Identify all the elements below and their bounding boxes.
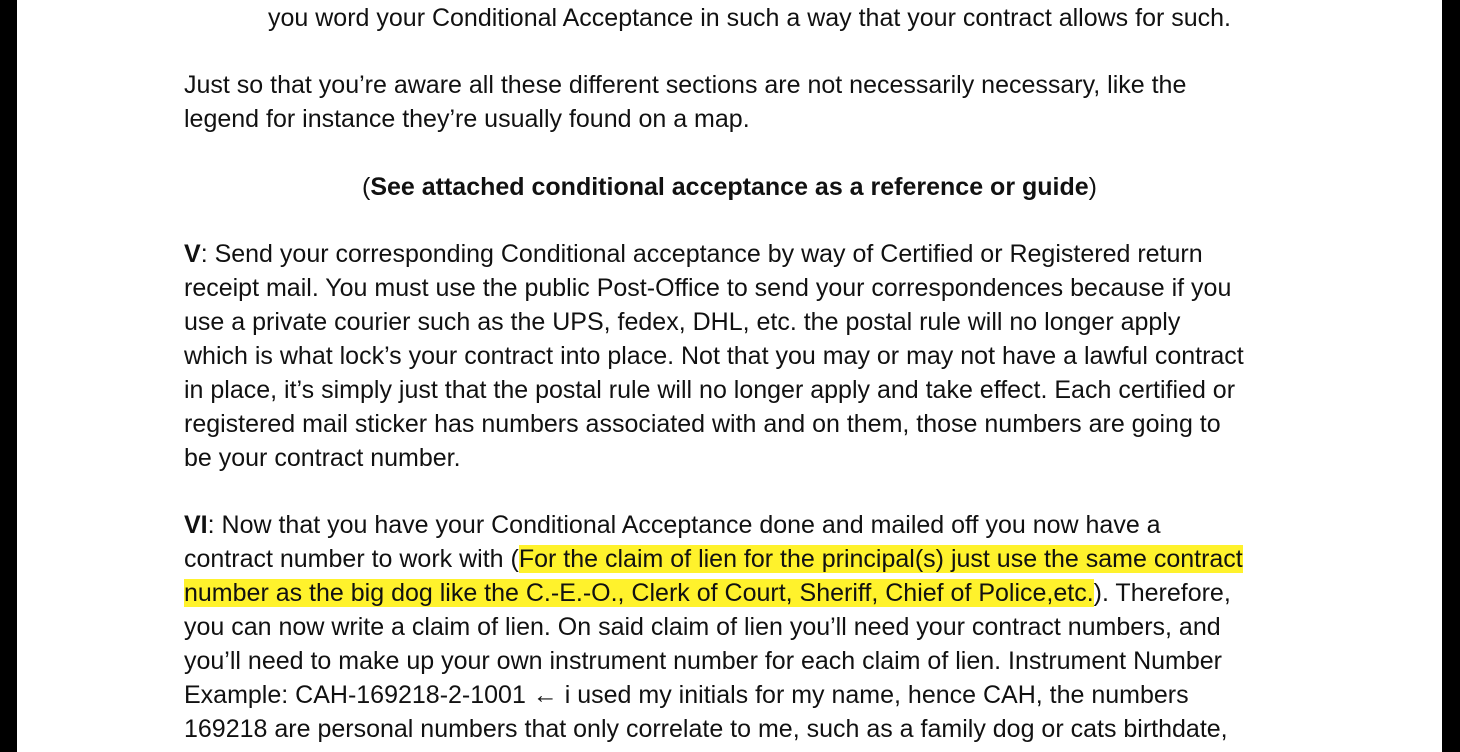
reference-note: [17, 170, 1442, 204]
section-vi-line-2-text: contract number to work with (: [184, 545, 519, 573]
paragraph-line: you can now write a claim of lien. On said claim of lien you’ll need your contract numbers, and: [184, 613, 1221, 641]
section-v-first-line-text: : Send your corresponding Conditional acceptance by way of Certified or Registered return: [200, 240, 1203, 268]
section-v: [184, 237, 1244, 475]
paragraph-line: Example: CAH-169218-2-1001 ← i used my initials for my name, hence CAH, the numbers: [184, 681, 1189, 709]
section-v-label: V: [184, 240, 201, 268]
paragraph-line: registered mail sticker has numbers associated with and on them, those numbers are going to: [184, 410, 1221, 438]
paragraph-line: 169218 are personal numbers that only correlate to me, such as a family dog or cats birthdate,: [184, 715, 1228, 743]
section-vi-line-2: [184, 542, 1243, 576]
section-vi-first-line: [184, 508, 1243, 542]
paragraph-line: receipt mail. You must use the public Post-Office to send your correspondences because if you: [184, 274, 1232, 302]
reference-note-close: ): [1088, 173, 1097, 201]
aware-paragraph: [184, 68, 1186, 136]
section-vi-line-3: [184, 576, 1243, 610]
paragraph-line: in place, it’s simply just that the postal rule will no longer apply and take effect. Each certified or: [184, 376, 1236, 404]
section-v-first-line: [184, 237, 1244, 271]
top-paragraph-line: you word your Conditional Acceptance in such a way that your contract allows for such.: [268, 4, 1232, 32]
document-page: [17, 0, 1442, 752]
paragraph-line: which is what lock’s your contract into place. Not that you may or may not have a lawful contract: [184, 342, 1244, 370]
section-vi-first-line-text: : Now that you have your Conditional Acceptance done and mailed off you now have a: [207, 511, 1161, 539]
section-vi-label: VI: [184, 511, 208, 539]
reference-note-open: (: [362, 173, 371, 201]
highlighted-text: For the claim of lien for the principal(s) just use the same contract: [518, 545, 1243, 573]
paragraph-line: be your contract number.: [184, 444, 461, 472]
paragraph-line: legend for instance they’re usually found on a map.: [184, 105, 750, 133]
paragraph-line: Just so that you’re aware all these different sections are not necessarily necessary, like the: [184, 71, 1187, 99]
paragraph-line: you’ll need to make up your own instrument number for each claim of lien. Instrument Number: [184, 647, 1222, 675]
section-vi: [184, 508, 1243, 746]
reference-note-bold: See attached conditional acceptance as a reference or guide: [370, 173, 1089, 201]
section-vi-line-3-text: ). Therefore,: [1093, 579, 1231, 607]
highlighted-text: number as the big dog like the C.-E.-O., Clerk of Court, Sheriff, Chief of Police,etc.: [184, 579, 1094, 607]
paragraph-line: use a private courier such as the UPS, fedex, DHL, etc. the postal rule will no longer apply: [184, 308, 1181, 336]
